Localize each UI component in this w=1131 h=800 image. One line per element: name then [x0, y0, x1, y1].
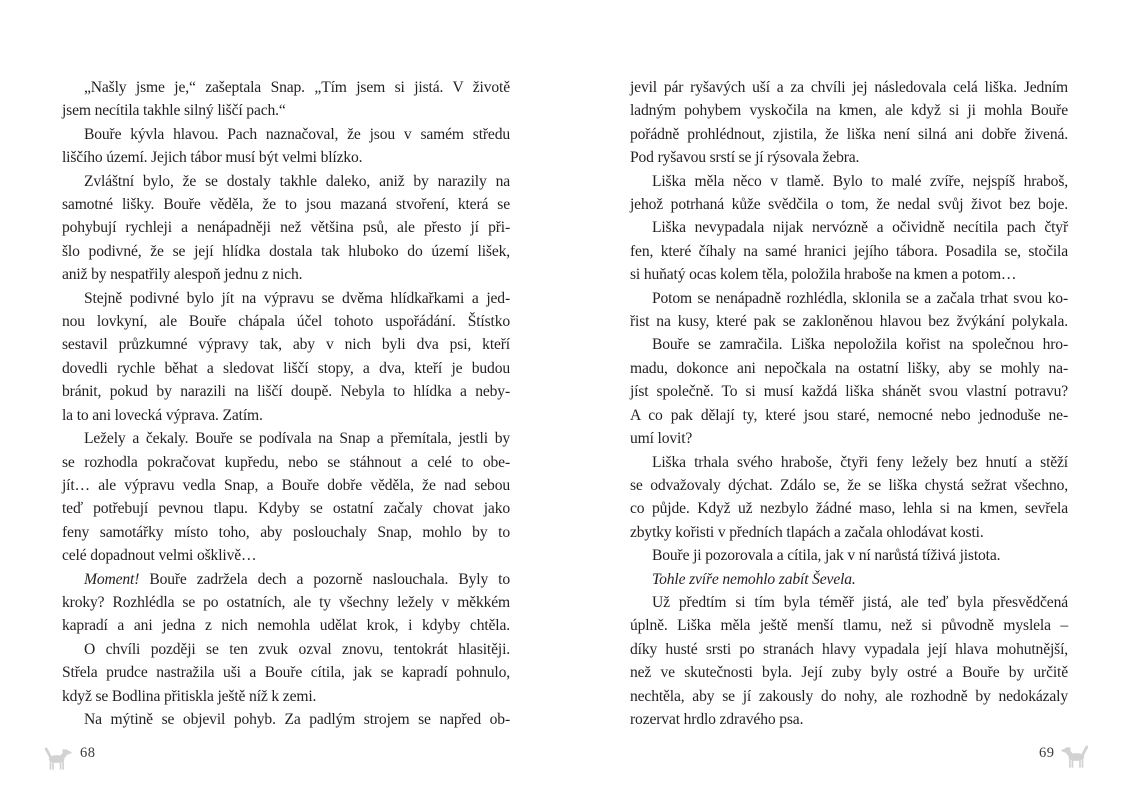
- text-line: la to ani lovecká výprava. Zatím.: [62, 406, 263, 424]
- text-line: co půjde. Když už nezbylo žádné maso, lehla si na kmen, sevřela: [630, 500, 1068, 518]
- text-line: Střela prudce nastražila uši a Bouře cítila, jak se kapradí pohnulo,: [62, 664, 510, 682]
- text-line: jevil pár ryšavých uší a za chvíli jej následovala celá liška. Jedním: [630, 79, 1068, 96]
- text-line: Ležely a čekaly. Bouře se podívala na Snap a přemítala, jestli by: [84, 430, 510, 448]
- text-line: Zvláštní bylo, že se dostaly takhle daleko, aniž by narazily na: [84, 172, 510, 190]
- text-line: když se Bodlina přitiskla ještě níž k zemi.: [62, 687, 317, 705]
- text-line: kapradí a ani jedna z nich nemohla udělat krok, i kdyby chtěla.: [62, 617, 510, 635]
- text-line: Bouře se zamračila. Liška nepoložila kořist na společnou hro-: [652, 336, 1068, 354]
- dog-icon: [42, 745, 73, 773]
- text-line: než ve skutečnosti byla. Její zuby byly ostré a Bouře by určitě: [630, 664, 1068, 682]
- text-line: jsem necítila takhle silný liščí pach.“: [62, 102, 286, 120]
- text-line: Liška nevypadala nijak nervózně a očividně necítila pach čtyř: [652, 219, 1068, 237]
- text-line: Tohle zvíře nemohlo zabít Ševela.: [652, 570, 856, 588]
- text-line: Potom se nenápadně rozhlédla, sklonila se a začala trhat svou ko-: [652, 289, 1068, 307]
- text-line: Liška měla něco v tlamě. Bylo to malé zvíře, nejspíš hraboš,: [652, 172, 1068, 190]
- text-line: A co pak dělají ty, které jsou staré, nemocné nebo jednoduše ne-: [630, 406, 1068, 424]
- text-line: Bouře kývla hlavou. Pach naznačoval, že jsou v samém středu: [84, 125, 510, 143]
- text-line: jehož potrhaná kůže svědčila o tom, že nedal svůj život bez boje.: [630, 196, 1068, 214]
- text-line: samotné lišky. Bouře věděla, že to jsou mazaná stvoření, která se: [62, 196, 510, 214]
- text-line: pohybují rychleji a nenápadněji než většina psů, ale přesto jí při-: [62, 219, 510, 237]
- text-line: fen, které číhaly na samé hranici jejího tábora. Posadila se, stočila: [630, 242, 1068, 260]
- text-line: madu, dokonce ani nepočkala na ostatní lišky, aby se mohly na-: [630, 359, 1068, 377]
- text-line: sestavil průzkumné výpravy tak, aby v nich byli dva psi, kteří: [62, 336, 510, 354]
- text-line: bránit, pokud by narazili na liščí doupě. Nebyla to hlídka a neby-: [62, 383, 510, 401]
- text-line: feny samotářky místo toho, aby poslouchaly Snap, mohlo by to: [62, 523, 510, 541]
- text-line: řist na kusy, které pak se zakloněnou hlavou bez žvýkání polykala.: [630, 313, 1068, 331]
- text-line: jíst společně. To si musí každá liška shánět svou vlastní potravu?: [630, 383, 1068, 401]
- text-line: šlo podivné, že se její hlídka dostala tak hluboko do území lišek,: [62, 242, 510, 260]
- text-line: liščího území. Jejich tábor musí být velmi blízko.: [62, 149, 363, 167]
- text-line: jít… ale výpravu vedla Snap, a Bouře dobře věděla, že nad sebou: [62, 476, 510, 494]
- page-left-text: [62, 76, 510, 731]
- text-line: celé dopadnout velmi ošklivě…: [62, 547, 257, 565]
- text-line: rozervat hrdlo zdravého psa.: [630, 710, 804, 728]
- text-line: Pod ryšavou srstí se jí rýsovala žebra.: [630, 149, 860, 167]
- text-line: umí lovit?: [630, 430, 693, 448]
- text-line: Bouře ji pozorovala a cítila, jak v ní narůstá tíživá jistota.: [652, 547, 1001, 565]
- text-line: nechtěla, aby se jí zakously do nohy, ale rozhodně by nedokázaly: [630, 687, 1068, 705]
- text-line: Moment! Bouře zadržela dech a pozorně naslouchala. Byly to: [84, 570, 510, 588]
- page-right-text: [630, 76, 1068, 731]
- text-line: nou lovkyní, ale Bouře chápala účel tohoto uspořádání. Štístko: [62, 313, 510, 331]
- page-number: 69: [1039, 745, 1055, 761]
- text-line: kroky? Rozhlédla se po ostatních, ale ty všechny ležely v měkkém: [62, 593, 510, 611]
- text-line: Už předtím si tím byla téměř jistá, ale teď byla přesvědčená: [652, 593, 1068, 611]
- text-line: Liška trhala svého hraboše, čtyři feny ležely bez hnutí a stěží: [652, 453, 1068, 471]
- text-line: si huňatý ocas kolem těla, položila hraboše na kmen a potom…: [630, 266, 1017, 284]
- text-line: ladným pohybem vyskočila na kmen, ale když si ji mohla Bouře: [630, 102, 1068, 120]
- text-line: se odvažovaly dýchat. Zdálo se, že se liška chystá sežrat všechno,: [630, 476, 1068, 494]
- text-line: teď potřebují pevnou tlapu. Kdyby se ostatní začaly chovat jako: [62, 500, 510, 518]
- text-line: díky husté srsti po stranách hlavy vypadala její hlava mohutnější,: [630, 640, 1068, 658]
- text-line: O chvíli později se ten zvuk ozval znovu, tentokrát hlasitěji.: [84, 640, 510, 658]
- text-line: Stejně podivné bylo jít na výpravu se dvěma hlídkařkami a jed-: [84, 289, 510, 307]
- text-line: dovedli rychle běhat a sledovat liščí stopy, a dva, kteří je budou: [62, 359, 510, 377]
- text-line: aniž by nespatřily alespoň jednu z nich.: [62, 266, 303, 284]
- text-line: se rozhodla pokračovat kupředu, nebo se stáhnout a celé to obe-: [62, 453, 510, 471]
- text-line: „Našly jsme je,“ zašeptala Snap. „Tím jsem si jistá. V životě: [84, 79, 510, 96]
- dog-icon: [1060, 743, 1091, 771]
- text-line: zbytky kořisti v předních tlapách a začala ohlodávat kosti.: [630, 523, 984, 541]
- text-line: Na mýtině se objevil pohyb. Za padlým strojem se napřed ob-: [84, 710, 510, 728]
- text-line: úplně. Liška měla ještě menší tlamu, než si původně myslela –: [630, 617, 1068, 635]
- text-line: pořádně prohlédnout, zjistila, že liška není silná ani dobře živená.: [630, 125, 1068, 143]
- page-number: 68: [80, 745, 96, 761]
